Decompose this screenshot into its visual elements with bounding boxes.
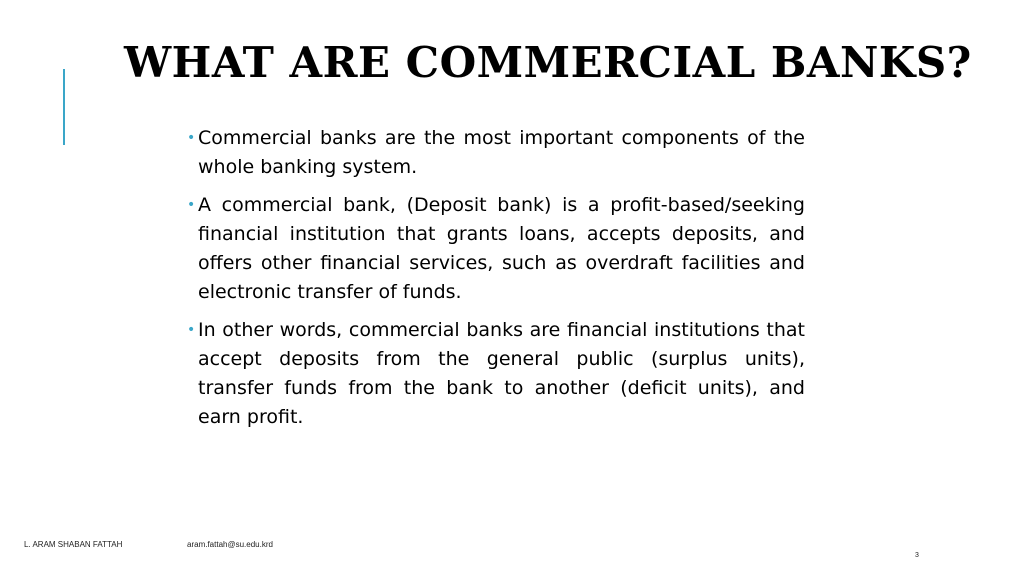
bullet-marker: •	[187, 130, 196, 146]
bullet-item	[187, 316, 805, 432]
bullet-item	[187, 191, 805, 307]
page-number: 3	[915, 552, 919, 559]
bullet-marker: •	[187, 197, 196, 213]
slide-title: WHAT ARE COMMERCIAL BANKS?	[124, 38, 972, 87]
bullet-text: In other words, commercial banks are financial institutions that accept deposits from the general public (surplus units), transfer funds from the bank to another (deficit units), and earn profit.	[198, 319, 805, 428]
bullet-text: A commercial bank, (Deposit bank) is a profit-based/seeking financial institution that grants loans, accepts deposits, and offers other financial services, such as overdraft facilities and electronic transfer of funds.	[198, 194, 805, 303]
bullet-marker: •	[187, 322, 196, 338]
title-accent-bar	[63, 69, 65, 145]
footer-email: aram.fattah@su.edu.krd	[187, 540, 273, 549]
bullet-text: Commercial banks are the most important components of the whole banking system.	[198, 127, 805, 178]
bullet-list	[187, 124, 805, 441]
footer-author: L. ARAM SHABAN FATTAH	[24, 540, 123, 549]
bullet-item	[187, 124, 805, 182]
